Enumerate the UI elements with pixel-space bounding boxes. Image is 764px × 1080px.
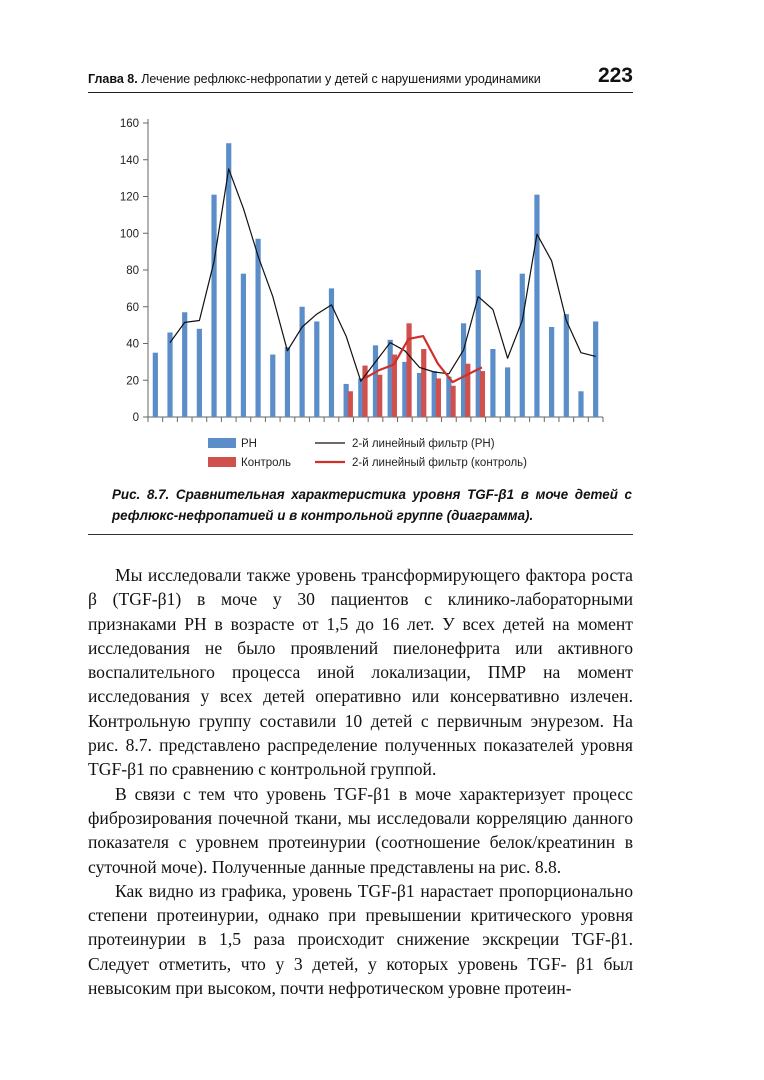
bar-control (450, 386, 455, 417)
y-tick-label: 40 (126, 338, 139, 351)
y-tick-label: 160 (119, 118, 139, 130)
bar-rn (255, 239, 260, 417)
x-axis (148, 417, 603, 422)
bar-rn (211, 195, 216, 417)
bar-rn (197, 329, 202, 417)
legend-control-label: Контроль (241, 457, 291, 469)
legend-rn-label: РН (241, 438, 257, 450)
body-text (88, 563, 633, 1000)
y-tick-label: 80 (126, 265, 139, 277)
line-rn-filter (170, 169, 596, 381)
bar-rn (314, 321, 319, 417)
bar-control (480, 371, 485, 417)
bar-rn (153, 353, 158, 417)
figure-caption: Рис. 8.7. Сравнительная характеристика уровня TGF-β1 в моче детей с рефлюкс-нефропатией и в контрольной группе (диаграмма). (112, 487, 632, 523)
paragraph-3: Как видно из графика, уровень TGF-β1 нарастает пропорционально степени протеинурии, однако при превышении критического уровня протеинурии в 1,5 раза происходит снижение экскреции TGF-β1. Следует отметить, что у 3 детей, у которых уровень TGF- β1 был невысоким при высоком, почти нефротическом уровне протеин- (88, 880, 633, 999)
bar-rn (534, 195, 539, 417)
bar-rn (270, 355, 275, 417)
bar-rn (505, 367, 510, 417)
legend-rn-swatch (208, 438, 236, 448)
chapter-heading (88, 72, 541, 86)
bar-rn (285, 347, 290, 417)
paragraph-2: В связи с тем что уровень TGF-β1 в моче характеризует процесс фиброзирования почечной ткани, мы исследовали корреляцию данного показателя с уровнем протеинурии (соотношение белок/креатинин в суточной моче). Полученные данные представлены на рис. 8.8. (88, 783, 633, 877)
bar-rn (593, 321, 598, 417)
bar-rn (182, 312, 187, 417)
bar-control (377, 375, 382, 417)
legend (208, 438, 527, 469)
bar-rn (549, 327, 554, 417)
bar-rn (300, 307, 305, 417)
bar-rn (520, 274, 525, 417)
trend-lines (170, 169, 596, 382)
bars (153, 143, 599, 417)
legend-control-filter-label: 2-й линейный фильтр (контроль) (352, 457, 528, 469)
y-tick-label: 0 (132, 412, 139, 424)
chapter-label: Глава 8. (88, 72, 138, 86)
y-axis (120, 118, 148, 424)
legend-control-swatch (208, 457, 236, 467)
page-number: 223 (597, 64, 633, 87)
bar-control (436, 378, 441, 417)
bar-control (348, 391, 353, 417)
y-tick-label: 60 (126, 301, 139, 314)
chapter-title: Лечение рефлюкс-нефропатии у детей с нарушениями уродинамики (141, 72, 541, 86)
bar-rn (578, 391, 583, 417)
tgf-beta1-chart (88, 105, 633, 485)
paragraph-1: Мы исследовали также уровень трансформирующего фактора роста β (TGF-β1) в моче у 30 пациентов с клинико-лабораторными признаками РН в возрасте от 1,5 до 16 лет. У всех детей на момент исследования не было проявлений пиелонефрита или активного воспалительного процесса иной локализации, ПМР на момент исследования у всех детей оперативно или консервативно излечен. Контрольную группу составили 10 детей с первичным энурезом. На рис. 8.7. представлено распределение полученных показателей уровня TGF-β1 по сравнению с контрольной группой. (88, 565, 633, 780)
bar-rn (241, 274, 246, 417)
y-tick-label: 100 (119, 228, 139, 241)
bar-rn (226, 143, 231, 417)
running-head (88, 62, 633, 93)
y-tick-label: 140 (119, 154, 139, 167)
legend-rn-filter-label: 2-й линейный фильтр (РН) (352, 438, 495, 450)
bar-control (465, 364, 470, 417)
divider (88, 534, 633, 535)
bar-rn (490, 349, 495, 417)
bar-rn (564, 314, 569, 417)
bar-rn (167, 332, 172, 417)
y-tick-label: 120 (119, 191, 139, 204)
y-tick-label: 20 (126, 375, 139, 388)
bar-control (421, 349, 426, 417)
